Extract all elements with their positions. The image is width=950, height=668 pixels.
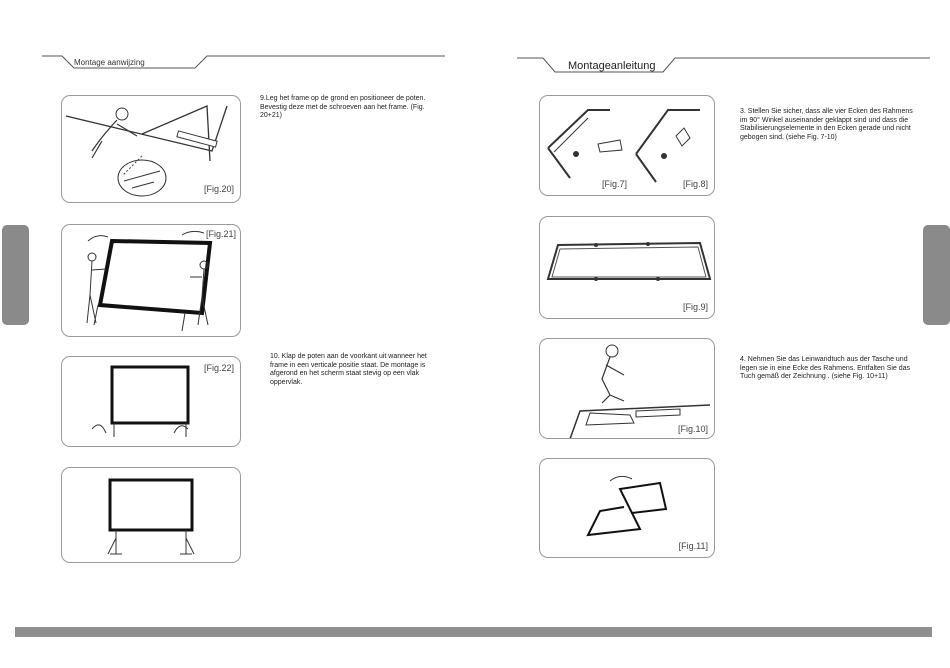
figure-9 bbox=[539, 216, 715, 319]
figure-11-label: [Fig.11] bbox=[678, 541, 708, 551]
figure-20-label: [Fig.20] bbox=[203, 184, 234, 194]
figure-11 bbox=[539, 458, 715, 558]
left-header-title: Montage aanwijzing bbox=[74, 58, 145, 67]
step-4-text: 4. Nehmen Sie das Leinwandtuch aus der Tasche und legen sie in eine Ecke des Rahmens. Entfalten Sie das Tuch gemäß der Zeichnung . (siehe Fig. 10+11) bbox=[740, 356, 911, 380]
figure-21 bbox=[61, 224, 241, 337]
figure-21-label: [Fig.21] bbox=[205, 229, 236, 239]
step-3-text: 3. Stellen Sie sicher, dass alle vier Ecken des Rahmens im 90° Winkel auseinander geklappt sind und dass die Stabilisierungselemente in den Ecken gerade und nicht gebogen sind. (siehe Fig. 7-10) bbox=[740, 108, 913, 141]
figure-10-label: [Fig.10] bbox=[677, 424, 708, 434]
step-9-text: 9.Leg het frame op de grond en positioneer de poten. Bevestig deze met de schroeven aan het frame. (Fig. 20+21) bbox=[260, 95, 426, 119]
right-page-tab bbox=[923, 225, 950, 325]
figure-7-label: [Fig.7] bbox=[602, 179, 628, 189]
figure-10 bbox=[539, 338, 715, 439]
figure-22-label: [Fig.22] bbox=[203, 363, 234, 373]
figure-20 bbox=[61, 95, 241, 203]
bottom-bar bbox=[15, 627, 932, 637]
figure-22 bbox=[61, 356, 241, 447]
figure-8-label: [Fig.8] bbox=[682, 179, 708, 189]
figure-9-label: [Fig.9] bbox=[682, 302, 708, 312]
figure-23-drawing bbox=[62, 468, 241, 563]
right-header-title: Montageanleitung bbox=[568, 60, 656, 72]
figure-21-drawing bbox=[62, 225, 241, 337]
left-page-tab bbox=[2, 225, 29, 325]
figure-23 bbox=[61, 467, 241, 563]
figures-7-8 bbox=[539, 95, 715, 196]
step-10-text: 10. Klap de poten aan de voorkant uit wanneer het frame in een verticale positie staat. De montage is afgerond en het scherm staat stevig op een vlak oppervlak. bbox=[270, 353, 427, 386]
